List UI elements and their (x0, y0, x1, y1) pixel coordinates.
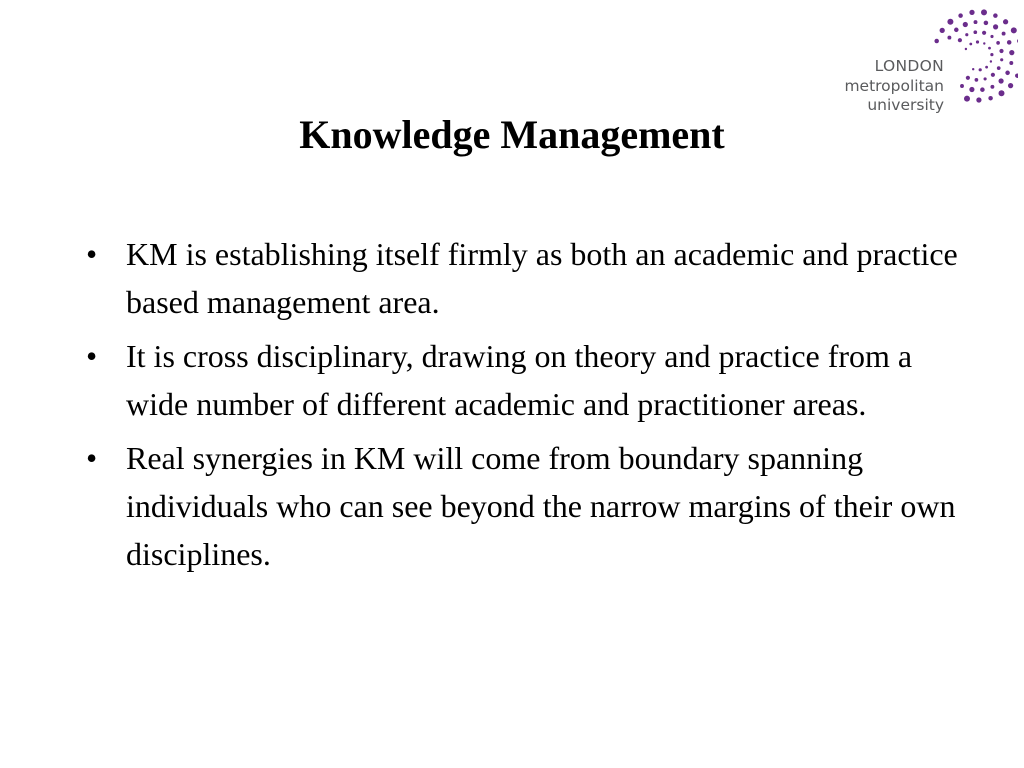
logo-dot (1008, 83, 1013, 88)
slide-title: Knowledge Management (299, 112, 725, 157)
bullet-item (82, 434, 962, 578)
logo-dot (969, 43, 972, 46)
logo-dot (990, 53, 993, 56)
logo-dot (975, 78, 979, 82)
logo-dot (965, 33, 968, 36)
logo-dot (974, 20, 978, 24)
logo-dot (973, 30, 977, 34)
logo-dot (1003, 19, 1008, 24)
logo-dot (976, 40, 979, 43)
bullet-text: KM is establishing itself firmly as both an academic and practice based management area. (126, 236, 958, 320)
logo-line-university: university (867, 96, 944, 114)
logo-dot (1002, 32, 1006, 36)
logo-dot (954, 28, 959, 33)
logo-dot (1007, 40, 1012, 45)
logo-dot (1015, 73, 1018, 78)
bullet-item (82, 332, 962, 428)
bullet-list (82, 230, 962, 584)
bullet-text: It is cross disciplinary, drawing on theory and practice from a wide number of different academic and practitioner areas. (126, 338, 913, 422)
logo-dot (1011, 27, 1017, 33)
logo-dot (958, 13, 963, 18)
logo-dot (988, 47, 991, 50)
logo-dot (969, 10, 974, 15)
logo-dot (1009, 61, 1013, 65)
logo-dot (1017, 39, 1018, 44)
logo-dot (984, 77, 987, 80)
logo-line-london: LONDON (874, 57, 944, 75)
logo-dot (993, 13, 998, 18)
logo-dot (990, 35, 993, 38)
logo-dot (980, 87, 985, 92)
logo-dot (940, 28, 945, 33)
logo-dot (999, 90, 1005, 96)
logo-dot (966, 76, 970, 80)
bullet-text: Real synergies in KM will come from boundary spanning individuals who can see beyond the narrow margins of their own disciplines. (126, 440, 956, 572)
logo-dot (963, 22, 968, 27)
logo-dot (958, 38, 962, 42)
logo-dot (993, 24, 998, 29)
logo-dot (979, 68, 982, 71)
logo-dot (984, 21, 989, 26)
logo-dot (983, 42, 985, 44)
logo-dot (988, 96, 993, 101)
logo-dot (991, 73, 995, 77)
logo-dot (1000, 58, 1003, 61)
bullet-icon: • (86, 236, 98, 272)
bullet-item (82, 230, 962, 326)
logo-dot (976, 97, 981, 102)
logo-dot (969, 87, 974, 92)
logo-dot (1009, 50, 1014, 55)
logo-dot (960, 84, 964, 88)
logo-dot (996, 41, 1000, 45)
logo-dot (990, 60, 992, 62)
logo-dot (972, 68, 974, 70)
logo-dot (999, 49, 1003, 53)
logo-dot (985, 66, 988, 69)
bullet-icon: • (86, 338, 98, 374)
logo-dot (999, 78, 1004, 83)
logo-dot (981, 9, 987, 15)
bullet-icon: • (86, 440, 98, 476)
logo-dot (1005, 71, 1010, 76)
logo-line-metropolitan: metropolitan (844, 77, 944, 95)
logo-dot (934, 39, 939, 44)
logo-dot (990, 85, 994, 89)
logo-dot (982, 31, 986, 35)
logo-dot (947, 36, 951, 40)
logo-dot (964, 96, 970, 102)
logo-dot (965, 48, 967, 50)
logo-dot (947, 19, 953, 25)
university-logo (838, 6, 1018, 118)
logo-dot (997, 66, 1001, 70)
